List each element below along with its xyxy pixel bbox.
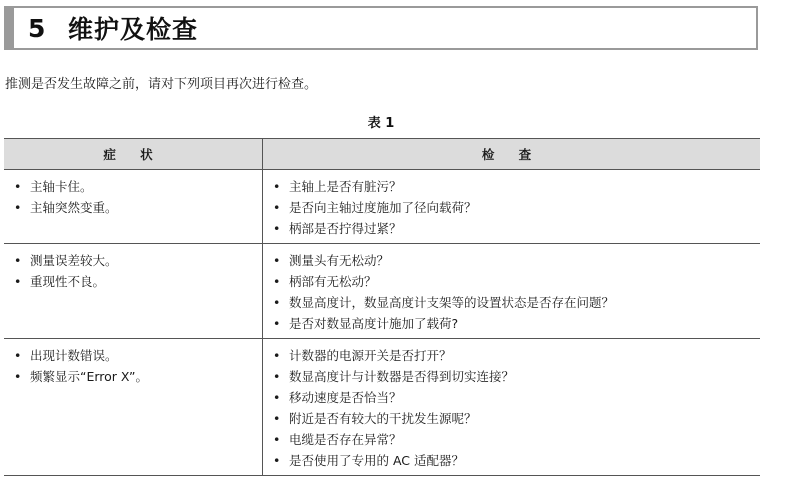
table-row — [4, 339, 760, 476]
check-item: • 电缆是否存在异常？ — [271, 429, 760, 450]
symptom-cell — [4, 170, 263, 244]
check-item: • 是否对数显高度计施加了载荷? — [271, 313, 760, 334]
symptom-cell — [4, 339, 263, 476]
symptom-item: • 主轴卡住。 — [12, 176, 262, 197]
check-item: • 附近是否有较大的干扰发生源呢？ — [271, 408, 760, 429]
check-cell — [263, 244, 761, 339]
symptom-item: • 重现性不良。 — [12, 271, 262, 292]
check-item: • 数显高度计，数显高度计支架等的设置状态是否存在问题？ — [271, 292, 760, 313]
symptom-item: • 主轴突然变重。 — [12, 197, 262, 218]
symptom-column-header: 症 状 — [4, 139, 263, 170]
symptom-item: • 出现计数错误。 — [12, 345, 262, 366]
symptom-item: • 频繁显示“Error X”。 — [12, 366, 262, 387]
section-header-bar — [6, 8, 14, 48]
table-row — [4, 170, 760, 244]
section-title: 维护及检查 — [68, 15, 199, 44]
check-column-header: 检 查 — [263, 139, 761, 170]
intro-text: 推测是否发生故障之前，请对下列项目再次进行检查。 — [5, 77, 318, 92]
table-row — [4, 244, 760, 339]
check-item: • 是否向主轴过度施加了径向载荷？ — [271, 197, 760, 218]
section-number: 5 — [28, 13, 46, 43]
check-item: • 柄部是否拧得过紧？ — [271, 218, 760, 239]
check-item: • 测量头有无松动？ — [271, 250, 760, 271]
check-item: • 主轴上是否有脏污？ — [271, 176, 760, 197]
check-cell — [263, 339, 761, 476]
inspection-table — [4, 138, 760, 476]
check-item: • 移动速度是否恰当？ — [271, 387, 760, 408]
check-item: • 是否使用了专用的 AC 适配器？ — [271, 450, 760, 471]
section-header — [4, 6, 758, 50]
table-caption: 表 1 — [367, 116, 395, 131]
table-header-row — [4, 139, 760, 170]
check-item: • 数显高度计与计数器是否得到切实连接？ — [271, 366, 760, 387]
symptom-cell — [4, 244, 263, 339]
check-cell — [263, 170, 761, 244]
check-item: • 计数器的电源开关是否打开？ — [271, 345, 760, 366]
check-item: • 柄部有无松动？ — [271, 271, 760, 292]
symptom-item: • 测量误差较大。 — [12, 250, 262, 271]
